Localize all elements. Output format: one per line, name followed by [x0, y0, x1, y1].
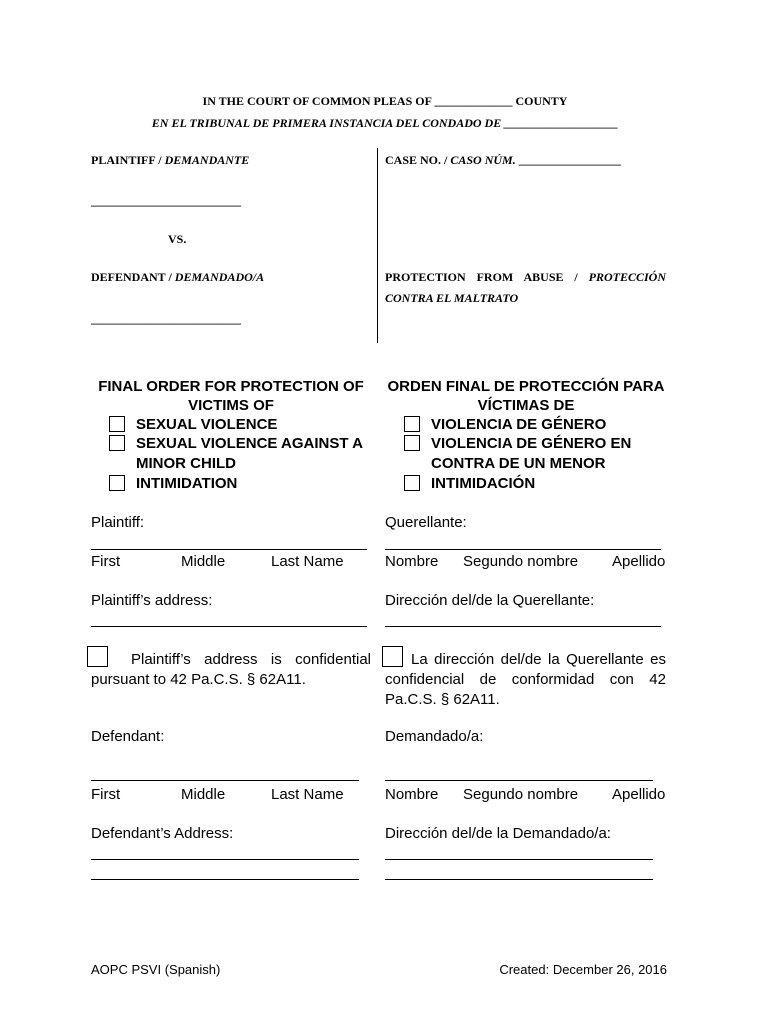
defendant-caption-label: DEFENDANT / DEMANDADO/A — [91, 270, 265, 284]
defendant-name-line[interactable] — [91, 780, 359, 781]
querellante-nombre-label: Nombre — [385, 553, 439, 570]
court-header-en: IN THE COURT OF COMMON PLEAS OF _____________ COUNTY — [202, 94, 568, 108]
sexual-violence-checkbox[interactable] — [109, 416, 125, 432]
intimidacion-label: INTIMIDACIÓN — [431, 475, 536, 492]
intimidation-label: INTIMIDATION — [136, 475, 238, 492]
defendant-first-label: First — [91, 786, 121, 803]
violencia-genero-menor-checkbox[interactable] — [404, 435, 420, 451]
versus-label: VS. — [168, 232, 187, 246]
plaintiff-address-line[interactable] — [91, 626, 367, 627]
plaintiff-address-label: Plaintiff’s address: — [91, 592, 213, 609]
protection-from-abuse-title: PROTECTION FROM ABUSE / PROTECCIÓN — [385, 270, 666, 284]
demandado-address-line-2[interactable] — [385, 879, 653, 880]
defendant-label: Defendant: — [91, 728, 165, 745]
querellante-apellido-label: Apellido — [612, 553, 666, 570]
defendant-last-label: Last Name — [271, 786, 344, 803]
form-code-footer: AOPC PSVI (Spanish) — [91, 962, 221, 977]
defendant-address-line-1[interactable] — [91, 859, 359, 860]
intimidacion-checkbox[interactable] — [404, 475, 420, 491]
querellante-address-label: Dirección del/de la Querellante: — [385, 592, 595, 609]
violencia-genero-label: VIOLENCIA DE GÉNERO — [431, 416, 607, 433]
caption-divider — [377, 148, 378, 343]
querellante-address-line[interactable] — [385, 626, 661, 627]
order-subtitle-en: VICTIMS OF — [188, 397, 274, 414]
order-subtitle-es: VÍCTIMAS DE — [477, 397, 575, 414]
court-header-es: EN EL TRIBUNAL DE PRIMERA INSTANCIA DEL CONDADO DE ___________________ — [151, 116, 619, 130]
case-number-field[interactable]: CASE NO. / CASO NÚM. _________________ — [385, 153, 621, 167]
defendant-middle-label: Middle — [181, 786, 226, 803]
violencia-genero-checkbox[interactable] — [404, 416, 420, 432]
sexual-violence-minor-checkbox[interactable] — [109, 435, 125, 451]
demandado-apellido-label: Apellido — [612, 786, 666, 803]
defendant-address-label: Defendant’s Address: — [91, 825, 234, 842]
plaintiff-name-line[interactable] — [91, 549, 367, 550]
intimidation-checkbox[interactable] — [109, 475, 125, 491]
demandado-nombre-label: Nombre — [385, 786, 439, 803]
sexual-violence-minor-label: SEXUAL VIOLENCE AGAINST A — [136, 435, 363, 452]
querellante-label: Querellante: — [385, 514, 467, 531]
defendant-caption-blank[interactable]: _________________________ — [91, 312, 241, 326]
sexual-violence-minor-label-2: MINOR CHILD — [136, 455, 236, 472]
order-title-es: ORDEN FINAL DE PROTECCIÓN PARA — [387, 378, 665, 395]
demandado-label: Demandado/a: — [385, 728, 484, 745]
created-date-footer: Created: December 26, 2016 — [499, 962, 667, 977]
plaintiff-middle-label: Middle — [181, 553, 226, 570]
querellante-confidential-label: La dirección del/de la Querellante es confidencial de conformidad con 42 Pa.C.S. § 62A11. — [385, 651, 666, 708]
plaintiff-caption-blank[interactable]: _________________________ — [91, 194, 241, 208]
plaintiff-confidential-label: Plaintiff’s address is confidential pursuant to 42 Pa.C.S. § 62A11. — [91, 651, 371, 688]
violencia-genero-menor-label-2: CONTRA DE UN MENOR — [431, 455, 606, 472]
demandado-name-line[interactable] — [385, 780, 653, 781]
defendant-address-line-2[interactable] — [91, 879, 359, 880]
demandado-address-label: Dirección del/de la Demandado/a: — [385, 825, 611, 842]
querellante-name-line[interactable] — [385, 549, 661, 550]
plaintiff-first-label: First — [91, 553, 121, 570]
plaintiff-caption-label: PLAINTIFF / DEMANDANTE — [91, 153, 250, 167]
demandado-segundo-nombre-label: Segundo nombre — [463, 786, 579, 803]
querellante-segundo-nombre-label: Segundo nombre — [463, 553, 579, 570]
plaintiff-last-label: Last Name — [271, 553, 344, 570]
demandado-address-line-1[interactable] — [385, 859, 653, 860]
order-title-en: FINAL ORDER FOR PROTECTION OF — [98, 378, 364, 395]
plaintiff-label: Plaintiff: — [91, 514, 145, 531]
violencia-genero-menor-label: VIOLENCIA DE GÉNERO EN — [431, 435, 632, 452]
sexual-violence-label: SEXUAL VIOLENCE — [136, 416, 278, 433]
protection-from-abuse-title-es: CONTRA EL MALTRATO — [385, 291, 519, 305]
